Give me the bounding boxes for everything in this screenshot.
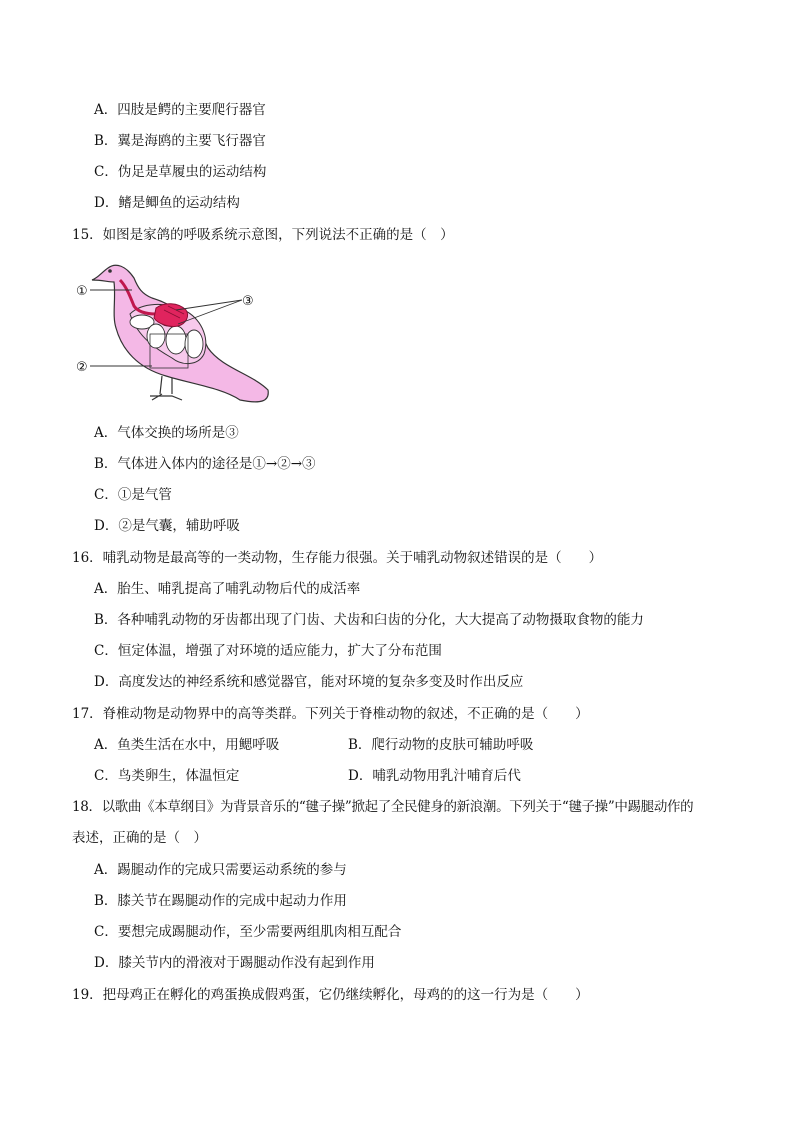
q14-option-c: C．伪足是草履虫的运动结构 [94,164,267,180]
q18-stem-line2: 表述，正确的是（ ） [72,830,207,846]
q17-option-c: C．鸟类卵生，体温恒定 [94,768,240,784]
q18-option-b: B．膝关节在踢腿动作的完成中起动力作用 [94,893,347,909]
q18-option-a: A．踢腿动作的完成只需要运动系统的参与 [94,862,347,878]
q17-option-b: B．爬行动物的皮肤可辅助呼吸 [348,737,534,753]
label-3: ③ [242,294,254,309]
q18-option-d: D．膝关节内的滑液对于踢腿动作没有起到作用 [94,955,375,971]
q16-option-c: C．恒定体温，增强了对环境的适应能力，扩大了分布范围 [94,643,442,659]
q15-option-c: C．①是气管 [94,487,172,503]
q14-option-d: D．鳍是鲫鱼的运动结构 [94,195,240,211]
q15-option-a: A．气体交换的场所是③ [94,425,239,441]
label-1: ① [76,284,88,299]
q19-stem: 19．把母鸡正在孵化的鸡蛋换成假鸡蛋，它仍继续孵化，母鸡的的这一行为是（ ） [72,987,589,1003]
q17-stem: 17．脊椎动物是动物界中的高等类群。下列关于脊椎动物的叙述，不正确的是（ ） [72,706,589,722]
q17-option-d: D．哺乳动物用乳汁哺育后代 [348,768,521,784]
q16-option-b: B．各种哺乳动物的牙齿都出现了门齿、犬齿和臼齿的分化，大大提高了动物摄取食物的能力 [94,612,644,628]
q17-option-a: A．鱼类生活在水中，用鳃呼吸 [94,737,280,753]
q16-option-a: A．胎生、哺乳提高了哺乳动物后代的成活率 [94,581,361,597]
q14-option-a: A．四肢是鳄的主要爬行器官 [94,102,266,118]
air-sac [166,326,186,354]
q18-option-c: C．要想完成踢腿动作，至少需要两组肌肉相互配合 [94,924,402,940]
q18-stem-line1: 18．以歌曲《本草纲目》为背景音乐的“毽子操”掀起了全民健身的新浪潮。下列关于“毽子操”中踢腿动作的 [72,799,694,815]
pigeon-respiratory-figure [72,258,272,408]
q15-option-d: D．②是气囊，辅助呼吸 [94,518,240,534]
q15-option-b: B．气体进入体内的途径是①→②→③ [94,456,316,472]
q14-option-b: B．翼是海鸥的主要飞行器官 [94,133,266,149]
label-2: ② [76,360,88,375]
q16-stem: 16．哺乳动物是最高等的一类动物，生存能力很强。关于哺乳动物叙述错误的是（ ） [72,550,603,566]
q16-option-d: D．高度发达的神经系统和感觉器官，能对环境的复杂多变及时作出反应 [94,674,524,690]
q15-stem: 15．如图是家鸽的呼吸系统示意图，下列说法不正确的是（ ） [72,227,454,243]
pigeon-eye [108,269,112,273]
